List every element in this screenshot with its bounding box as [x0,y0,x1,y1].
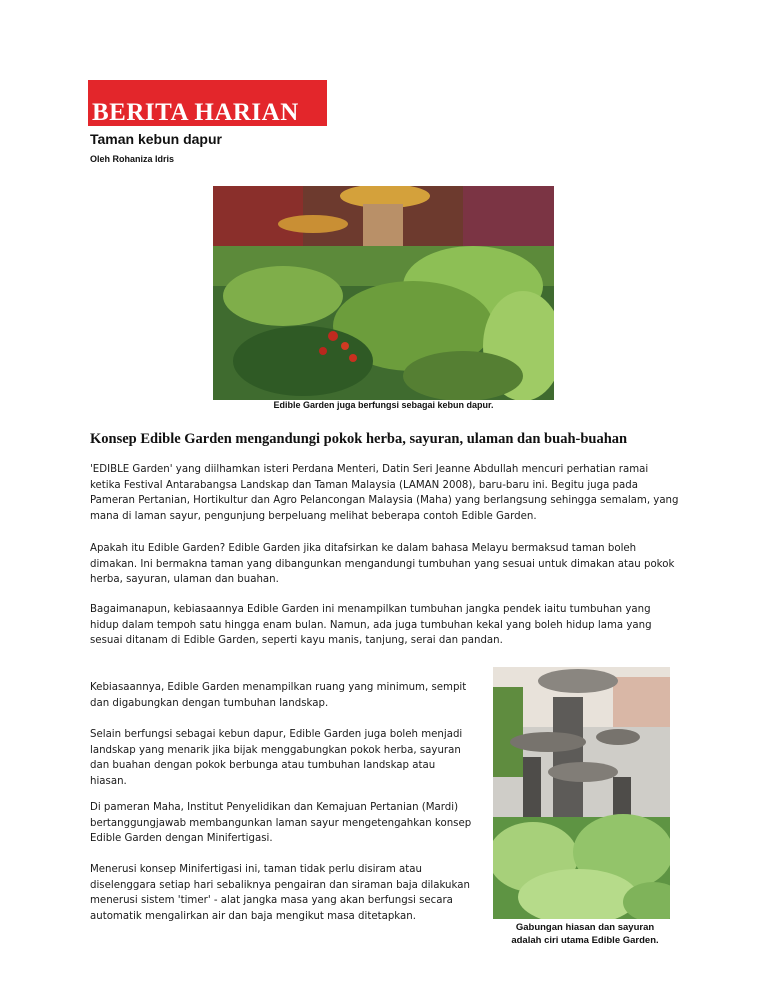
masthead-brand: BERITA HARIAN [92,99,299,126]
paragraph-6: Di pameran Maha, Institut Penyelidikan dan Kemajuan Pertanian (Mardi) bertanggungjawab membangunkan laman sayur mengetengahkan konsep Edible Garden dengan Minifertigasi. [90,802,472,844]
paragraph-1: 'EDIBLE Garden' yang diilhamkan isteri Perdana Menteri, Datin Seri Jeanne Abdullah mencuri perhatian ramai ketika Festival Antarabangsa Landskap dan Taman Malaysia (LAMAN 2008), baru-baru ini. Begitu juga pada Pameran Pertanian, Hortikultur dan Agro Pelancongan Malaysia (Maha) yang berlangsung sehingga semalam, yang mana di laman sayur, pengunjung berpeluang melihat beberapa contoh Edible Garden. [90,464,679,522]
photo2-caption [493,921,677,947]
paragraph-7: Menerusi konsep Minifertigasi ini, taman tidak perlu disiram atau diselenggara setiap hari sebaliknya pengairan dan siraman baja dilakukan menerusi sistem 'timer' - alat jangka masa yang akan berfungsi secara automatik mengalirkan air dan baja mengikut masa ditetapkan. [90,864,470,922]
paragraph-2: Apakah itu Edible Garden? Edible Garden jika ditafsirkan ke dalam bahasa Melayu bermaksud taman boleh dimakan. Ini bermakna taman yang dibangunkan mengandungi tumbuhan yang sesuai untuk dimakan atau pokok herba, sayuran, ulaman dan buahan. [90,543,675,585]
paragraph-3: Bagaimanapun, kebiasaannya Edible Garden ini menampilkan tumbuhan jangka pendek iaitu tumbuhan yang hidup dalam tempoh satu hingga enam bulan. Namun, ada juga tumbuhan kekal yang boleh hidup lama yang sesuai ditanam di Edible Garden, seperti kayu manis, tanjung, serai dan pandan. [90,604,652,646]
masthead-logo [88,80,327,126]
article-subheading: Konsep Edible Garden mengandungi pokok herba, sayuran, ulaman dan buah-buahan [90,431,628,447]
photo2-caption-line2: adalah ciri utama Edible Garden. [511,935,659,946]
photo2-caption-line1: Gabungan hiasan dan sayuran [515,922,655,933]
article-title: Taman kebun dapur [90,131,222,147]
article-byline: Oleh Rohaniza Idris [90,154,175,164]
paragraph-5: Selain berfungsi sebagai kebun dapur, Edible Garden juga boleh menjadi landskap yang menarik jika bijak menggabungkan pokok herba, sayuran dan buahan dengan pokok berbunga atau tumbuhan landskap atau hiasan. [90,729,463,787]
photo1-caption: Edible Garden juga berfungsi sebagai kebun dapur. [273,400,494,410]
garden-photo [213,186,554,400]
paragraph-4: Kebiasaannya, Edible Garden menampilkan ruang yang minimum, sempit dan digabungkan dengan tumbuhan landskap. [90,682,467,709]
fountain-photo [493,667,670,919]
